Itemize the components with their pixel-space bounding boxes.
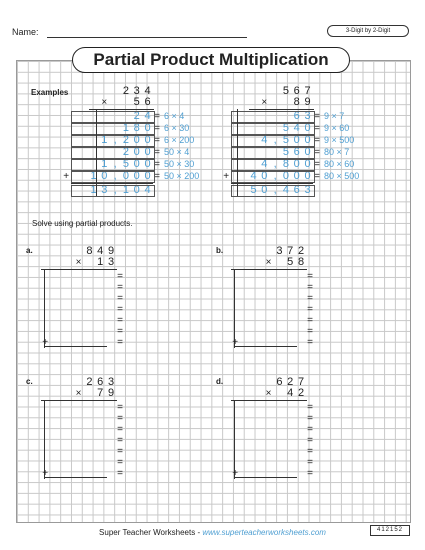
example-left-divider xyxy=(96,109,97,196)
example-left-partial-char: 0 xyxy=(144,158,151,170)
footer xyxy=(0,528,425,537)
example-left-answer-box xyxy=(71,135,155,147)
example-right-partial-char: 0 xyxy=(293,158,300,170)
equals-sign: = xyxy=(154,135,160,146)
example-right-expression: 80 × 500 xyxy=(324,171,360,181)
example-left-multiplicand-char: 3 xyxy=(133,85,140,97)
page-title: Partial Product Multiplication xyxy=(72,47,350,73)
example-right-partial-char: 0 xyxy=(304,134,311,146)
name-field[interactable] xyxy=(47,37,247,38)
example-right-partial-char: 4 xyxy=(261,134,268,146)
example-left-sum-char: 1 xyxy=(122,184,129,196)
times-sign: × xyxy=(101,97,108,108)
equals-sign: = xyxy=(307,446,313,457)
equals-sign: = xyxy=(307,326,313,337)
example-right-expression: 80 × 7 xyxy=(324,147,350,157)
equals-sign: = xyxy=(154,123,160,134)
example-right-partial-char: 3 xyxy=(304,110,311,122)
problem-label: b. xyxy=(216,246,224,255)
problem-sum-rule xyxy=(234,346,297,347)
equals-sign: = xyxy=(307,337,313,348)
example-right-answer-box xyxy=(231,171,315,183)
example-right-partial-char: 5 xyxy=(282,134,289,146)
example-right-partial-char: 0 xyxy=(282,170,289,182)
example-right-multiplier-char: 9 xyxy=(304,96,311,108)
example-left-expression: 6 × 30 xyxy=(164,123,190,133)
example-left-partial-char: 0 xyxy=(144,122,151,134)
example-right-partial-char: , xyxy=(273,170,277,182)
example-left-answer-box xyxy=(71,111,155,123)
times-sign: × xyxy=(265,388,272,399)
equals-sign: = xyxy=(307,293,313,304)
example-left-partial-char: 1 xyxy=(90,170,97,182)
equals-sign: = xyxy=(307,304,313,315)
example-right-partial-char: 0 xyxy=(304,146,311,158)
example-left-partial-char: 1 xyxy=(122,122,129,134)
equals-sign: = xyxy=(117,402,123,413)
problem-multiplicand-char: 7 xyxy=(287,245,294,257)
equals-sign: = xyxy=(117,315,123,326)
example-right-partial-char: 6 xyxy=(293,146,300,158)
equals-sign: = xyxy=(117,446,123,457)
example-left-answer-box xyxy=(71,171,155,183)
equals-sign: = xyxy=(307,413,313,424)
example-left-bottom-rule xyxy=(71,183,153,184)
example-right-sum-char: 0 xyxy=(261,184,268,196)
footer-separator: - xyxy=(195,528,203,537)
example-right-partial-char: , xyxy=(273,134,277,146)
problem-multiplier-char: 5 xyxy=(287,256,294,268)
example-left-sum-char: 0 xyxy=(133,184,140,196)
example-left-partial-char: 2 xyxy=(122,134,129,146)
name-label: Name: xyxy=(12,27,39,37)
example-right-partial-char: 5 xyxy=(282,122,289,134)
example-left-partial-char: 5 xyxy=(122,158,129,170)
example-right-partial-char: 0 xyxy=(293,134,300,146)
example-right-sum-char: 3 xyxy=(304,184,311,196)
problem-multiplicand-char: 2 xyxy=(287,376,294,388)
example-left-expression: 50 × 200 xyxy=(164,171,200,181)
plus-sign: + xyxy=(63,171,70,182)
problem-multiplier-char: 8 xyxy=(297,256,305,268)
example-left-partial-char: 0 xyxy=(101,170,108,182)
example-right-expression: 9 × 500 xyxy=(324,135,355,145)
equals-sign: = xyxy=(117,271,123,282)
example-left-partial-char: 0 xyxy=(133,134,140,146)
example-right-partial-char: 0 xyxy=(304,122,311,134)
problem-rule xyxy=(41,400,117,401)
example-left-partial-char: 4 xyxy=(144,110,151,122)
problem-multiplicand-char: 2 xyxy=(297,245,305,257)
example-right-partial-char: 0 xyxy=(304,170,311,182)
example-right-multiplicand-char: 5 xyxy=(282,85,289,97)
problem-multiplier-char: 3 xyxy=(107,256,115,268)
examples-label: Examples xyxy=(31,88,69,97)
example-right-multiplier-char: 8 xyxy=(293,96,300,108)
problem-multiplier-char: 2 xyxy=(297,387,305,399)
problem-multiplicand-char: 8 xyxy=(86,245,93,257)
equals-sign: = xyxy=(117,468,123,479)
problem-multiplicand-char: 7 xyxy=(297,376,305,388)
example-right-partial-char: 4 xyxy=(293,122,300,134)
example-left-sum-box xyxy=(71,185,155,197)
equals-sign: = xyxy=(307,468,313,479)
equals-sign: = xyxy=(307,424,313,435)
equals-sign: = xyxy=(117,293,123,304)
problem-rule xyxy=(231,400,307,401)
equals-sign: = xyxy=(314,147,320,158)
example-left-sum-char: , xyxy=(113,184,117,196)
problem-label: c. xyxy=(26,377,33,386)
problem-multiplicand-char: 6 xyxy=(97,376,104,388)
example-left-expression: 6 × 4 xyxy=(164,111,185,121)
example-right-expression: 80 × 60 xyxy=(324,159,355,169)
equals-sign: = xyxy=(154,147,160,158)
example-left-partial-char: 0 xyxy=(144,134,151,146)
example-right-partial-char: 5 xyxy=(282,146,289,158)
problem-multiplier-char: 7 xyxy=(97,387,104,399)
equals-sign: = xyxy=(117,413,123,424)
equals-sign: = xyxy=(307,315,313,326)
example-left-sum-char: 3 xyxy=(101,184,108,196)
example-right-partial-char: 6 xyxy=(293,110,300,122)
example-right-partial-char: 0 xyxy=(293,170,300,182)
problem-sum-rule xyxy=(44,346,107,347)
problem-label: a. xyxy=(26,246,33,255)
example-right-partial-char: 4 xyxy=(261,158,268,170)
example-right-answer-box xyxy=(231,111,315,123)
instructions: Solve using partial products. xyxy=(32,219,133,228)
example-right-partial-char: 0 xyxy=(261,170,268,182)
example-left-multiplier-char: 5 xyxy=(133,96,140,108)
example-left-sum-char: 4 xyxy=(144,184,151,196)
equals-sign: = xyxy=(117,304,123,315)
problem-sum-rule xyxy=(44,477,107,478)
example-left-multiplicand-char: 2 xyxy=(122,85,129,97)
example-left-partial-char: , xyxy=(113,170,117,182)
example-left-partial-char: 1 xyxy=(101,158,108,170)
problem-multiplicand-char: 4 xyxy=(97,245,104,257)
equals-sign: = xyxy=(117,282,123,293)
footer-url[interactable]: www.superteacherworksheets.com xyxy=(202,528,326,537)
times-sign: × xyxy=(265,257,272,268)
problem-multiplicand-char: 9 xyxy=(107,245,115,257)
equals-sign: = xyxy=(117,337,123,348)
equals-sign: = xyxy=(117,457,123,468)
worksheet-code: 412152 xyxy=(370,525,410,536)
example-left-partial-char: 0 xyxy=(133,158,140,170)
problem-sum-rule xyxy=(234,477,297,478)
equals-sign: = xyxy=(307,402,313,413)
times-sign: × xyxy=(75,388,82,399)
problem-multiplier-char: 9 xyxy=(107,387,115,399)
equals-sign: = xyxy=(117,435,123,446)
example-left-partial-char: 0 xyxy=(133,170,140,182)
problem-label: d. xyxy=(216,377,224,386)
example-left-partial-char: 8 xyxy=(133,122,140,134)
example-left-partial-char: 1 xyxy=(101,134,108,146)
equals-sign: = xyxy=(117,424,123,435)
example-right-sum-box xyxy=(231,185,315,197)
level-badge: 3-Digit by 2-Digit xyxy=(327,25,409,37)
example-left-partial-char: 0 xyxy=(122,170,129,182)
equals-sign: = xyxy=(314,135,320,146)
example-right-sum-char: , xyxy=(273,184,277,196)
example-right-expression: 9 × 7 xyxy=(324,111,345,121)
equals-sign: = xyxy=(154,159,160,170)
example-left-multiplier-char: 6 xyxy=(144,96,151,108)
example-left-partial-char: 2 xyxy=(122,146,129,158)
times-sign: × xyxy=(75,257,82,268)
example-right-partial-char: 0 xyxy=(304,158,311,170)
example-left-partial-char: , xyxy=(113,158,117,170)
example-right-multiplicand-char: 6 xyxy=(293,85,300,97)
example-right-partial-char: 4 xyxy=(250,170,257,182)
equals-sign: = xyxy=(154,111,160,122)
problem-rule xyxy=(231,269,307,270)
equals-sign: = xyxy=(314,123,320,134)
example-right-divider xyxy=(237,109,238,196)
equals-sign: = xyxy=(154,171,160,182)
equals-sign: = xyxy=(307,282,313,293)
example-right-sum-char: 5 xyxy=(250,184,257,196)
example-right-partial-char: 8 xyxy=(282,158,289,170)
plus-sign: + xyxy=(232,468,239,479)
plus-sign: + xyxy=(42,337,49,348)
example-left-partial-char: , xyxy=(113,134,117,146)
example-right-multiplicand-char: 7 xyxy=(304,85,311,97)
equals-sign: = xyxy=(314,171,320,182)
equals-sign: = xyxy=(307,271,313,282)
problem-multiplicand-char: 2 xyxy=(86,376,93,388)
example-left-partial-char: 0 xyxy=(133,146,140,158)
equals-sign: = xyxy=(307,457,313,468)
problem-rule xyxy=(41,269,117,270)
example-left-expression: 50 × 30 xyxy=(164,159,195,169)
plus-sign: + xyxy=(42,468,49,479)
example-left-expression: 6 × 200 xyxy=(164,135,195,145)
footer-brand: Super Teacher Worksheets xyxy=(99,528,196,537)
equals-sign: = xyxy=(307,435,313,446)
example-right-sum-char: 6 xyxy=(293,184,300,196)
example-right-sum-char: 4 xyxy=(282,184,289,196)
plus-sign: + xyxy=(232,337,239,348)
equals-sign: = xyxy=(117,326,123,337)
example-right-answer-box xyxy=(231,135,315,147)
example-left-partial-char: 0 xyxy=(144,170,151,182)
plus-sign: + xyxy=(223,171,230,182)
problem-multiplier-char: 4 xyxy=(287,387,294,399)
equals-sign: = xyxy=(314,159,320,170)
problem-multiplicand-char: 3 xyxy=(107,376,115,388)
example-right-bottom-rule xyxy=(231,183,313,184)
equals-sign: = xyxy=(314,111,320,122)
problem-multiplicand-char: 6 xyxy=(276,376,283,388)
times-sign: × xyxy=(261,97,268,108)
problem-multiplicand-char: 3 xyxy=(276,245,283,257)
example-left-expression: 50 × 4 xyxy=(164,147,190,157)
example-left-multiplicand-char: 4 xyxy=(144,85,151,97)
example-right-expression: 9 × 60 xyxy=(324,123,350,133)
example-left-sum-char: 1 xyxy=(90,184,97,196)
example-left-partial-char: 2 xyxy=(133,110,140,122)
example-right-partial-char: , xyxy=(273,158,277,170)
problem-multiplier-char: 1 xyxy=(97,256,104,268)
example-left-partial-char: 0 xyxy=(144,146,151,158)
